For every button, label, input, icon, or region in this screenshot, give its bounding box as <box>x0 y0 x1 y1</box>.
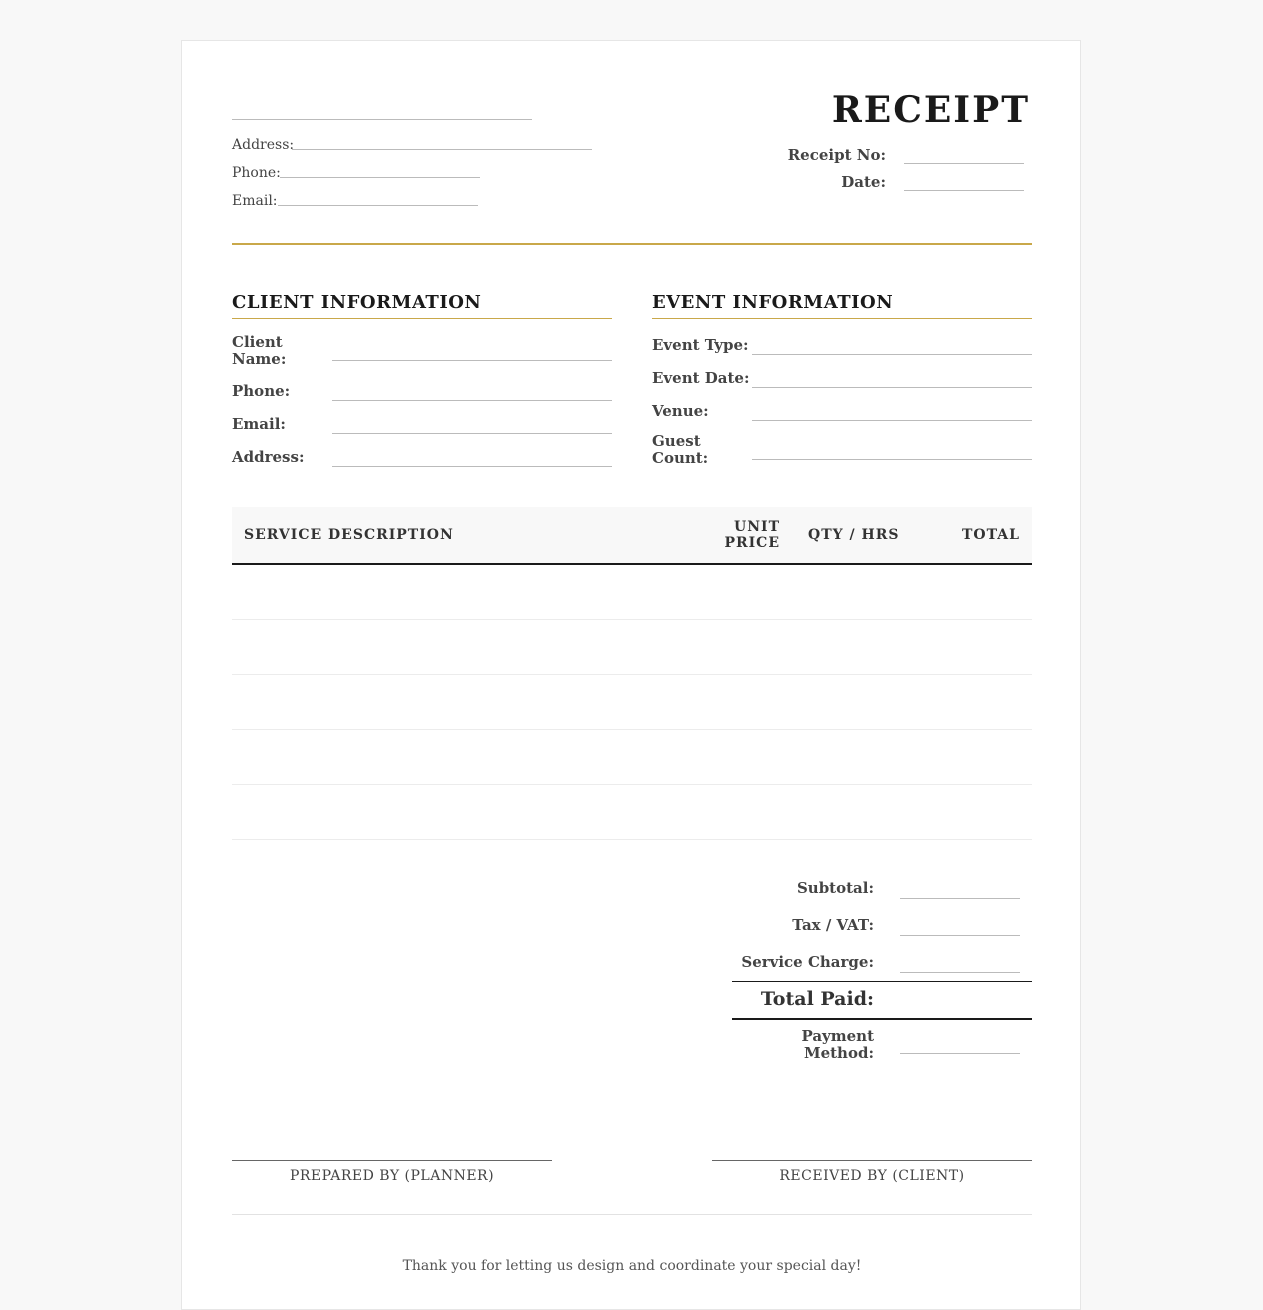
received-by-signature-line[interactable] <box>712 1160 1032 1161</box>
company-phone-field[interactable] <box>280 177 480 178</box>
subtotal-field[interactable] <box>900 898 1020 899</box>
col-unit-price: UNIT PRICE <box>724 519 780 551</box>
prepared-by-label: PREPARED BY (PLANNER) <box>289 1168 495 1184</box>
event-guest-label: Guest Count: <box>652 432 709 467</box>
client-name-label: Client Name: <box>232 333 287 368</box>
receipt-no-label: Receipt No: <box>787 146 886 164</box>
client-address-field[interactable] <box>332 466 612 467</box>
company-address-field[interactable] <box>292 149 592 150</box>
receipt-page <box>181 40 1081 1310</box>
col-total: TOTAL <box>962 527 1020 543</box>
receipt-date-field[interactable] <box>904 190 1024 191</box>
company-email-field[interactable] <box>278 205 478 206</box>
receipt-date-label: Date: <box>841 173 886 191</box>
total-rule-top <box>732 981 1032 982</box>
client-phone-field[interactable] <box>332 400 612 401</box>
event-type-field[interactable] <box>752 354 1032 355</box>
received-by-label: RECEIVED BY (CLIENT) <box>779 1168 965 1184</box>
service-charge-label: Service Charge: <box>741 953 874 971</box>
subtotal-label: Subtotal: <box>796 879 874 897</box>
receipt-title: RECEIPT <box>831 89 1030 131</box>
col-qty-hrs: QTY / HRS <box>808 527 900 543</box>
event-venue-label: Venue: <box>652 402 709 420</box>
company-phone-label: Phone: <box>232 165 281 181</box>
table-row[interactable] <box>232 729 1032 730</box>
event-guest-field[interactable] <box>752 459 1032 460</box>
total-rule-bottom <box>732 1018 1032 1020</box>
company-email-label: Email: <box>232 193 278 209</box>
client-phone-label: Phone: <box>232 382 291 400</box>
table-row[interactable] <box>232 619 1032 620</box>
event-venue-field[interactable] <box>752 420 1032 421</box>
company-name-field[interactable] <box>232 119 532 120</box>
service-charge-field[interactable] <box>900 972 1020 973</box>
client-name-field[interactable] <box>332 360 612 361</box>
header-divider <box>232 243 1032 245</box>
footer-divider <box>232 1214 1032 1215</box>
table-row[interactable] <box>232 674 1032 675</box>
footer-note: Thank you for letting us design and coordinate your special day! <box>402 1258 862 1274</box>
event-info-heading: EVENT INFORMATION <box>652 292 1032 319</box>
col-service-description: SERVICE DESCRIPTION <box>244 527 454 543</box>
table-row[interactable] <box>232 784 1032 785</box>
tax-field[interactable] <box>900 935 1020 936</box>
event-type-label: Event Type: <box>652 336 749 354</box>
receipt-no-field[interactable] <box>904 163 1024 164</box>
event-date-field[interactable] <box>752 387 1032 388</box>
client-address-label: Address: <box>232 448 305 466</box>
client-email-label: Email: <box>232 415 286 433</box>
payment-method-field[interactable] <box>900 1053 1020 1054</box>
client-info-heading: CLIENT INFORMATION <box>232 292 612 319</box>
company-address-label: Address: <box>232 137 295 153</box>
event-date-label: Event Date: <box>652 369 750 387</box>
total-paid-label: Total Paid: <box>760 988 874 1010</box>
client-email-field[interactable] <box>332 433 612 434</box>
prepared-by-signature-line[interactable] <box>232 1160 552 1161</box>
services-table-header <box>232 507 1032 565</box>
table-row[interactable] <box>232 839 1032 840</box>
payment-method-label: Payment Method: <box>801 1027 874 1062</box>
tax-label: Tax / VAT: <box>792 916 874 934</box>
